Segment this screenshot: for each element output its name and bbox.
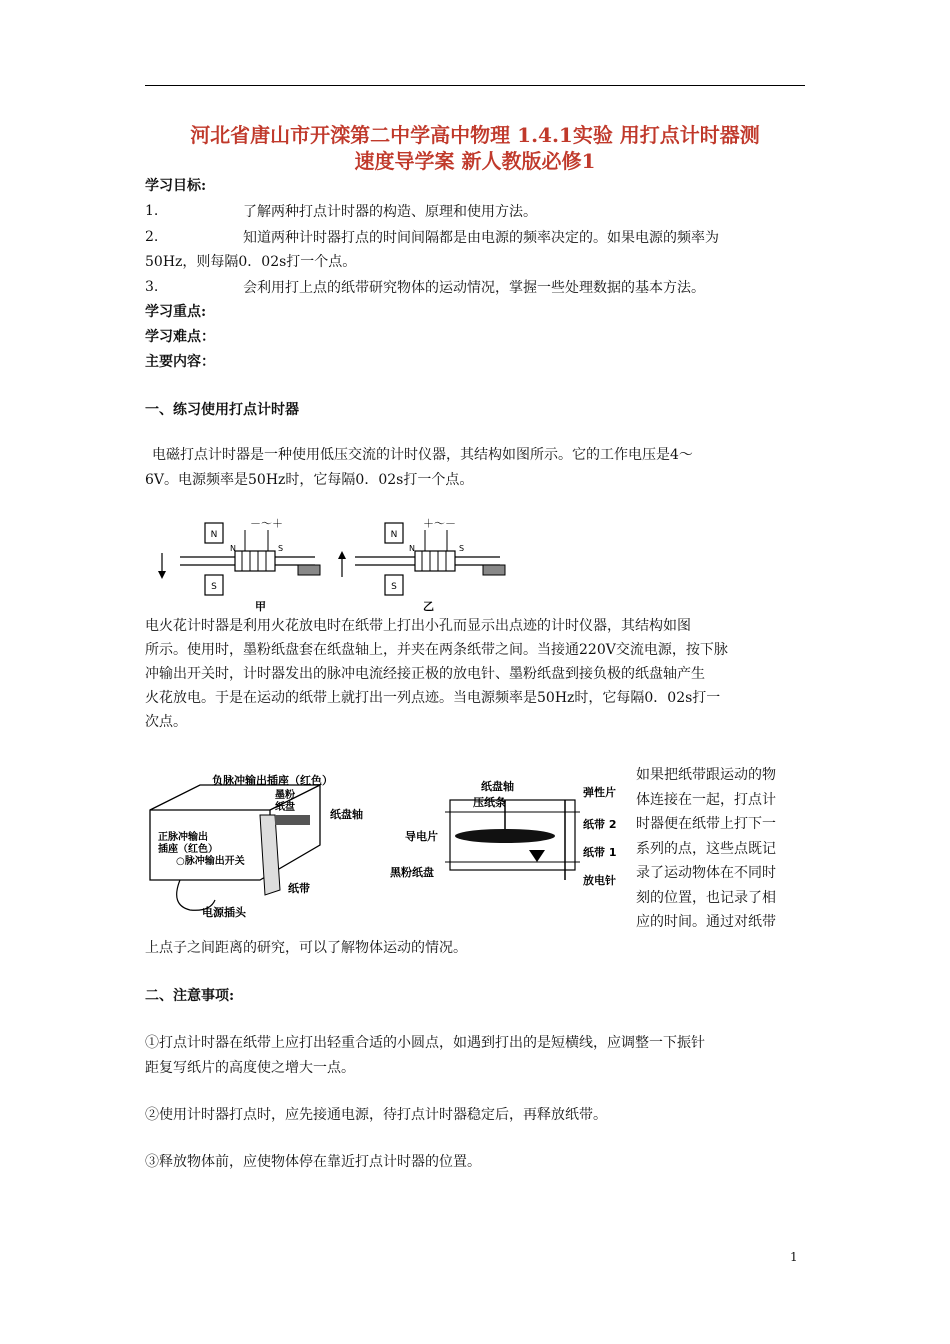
coil-n-label: N (409, 544, 415, 553)
toner-disk-label: 黑粉纸盘 (390, 866, 434, 879)
tape1-label: 纸带 1 (583, 846, 617, 859)
doc-title-line2: 速度导学案 新人教版必修1 (354, 149, 596, 173)
objectives-heading: 学习目标: (145, 178, 207, 194)
doc-title-line1: 河北省唐山市开滦第二中学高中物理 1.4.1实验 用打点计时器测 (190, 123, 760, 147)
spring-label: 弹性片 (583, 786, 616, 799)
electromagnetic-timer-figure-a (150, 515, 330, 615)
axle-label: 纸盘轴 (330, 808, 363, 821)
side-paragraph-end: 上点子之间距离的研究，可以了解物体运动的情况。 (145, 940, 467, 956)
neg-socket-label: 负脉冲输出插座（红色） (212, 774, 333, 787)
tape-label: 纸带 (288, 882, 310, 895)
section1-p2-line3: 冲输出开关时，计时器发出的脉冲电流经接正极的放电针、墨粉纸盘到接负极的纸盘轴产生 (145, 666, 705, 682)
note-1-line2: 距复写纸片的高度使之增大一点。 (145, 1060, 355, 1076)
side-line-2: 体连接在一起，打点计 (636, 791, 776, 808)
spark-timer-figure (140, 770, 380, 920)
objective-2-text: 知道两种计时器打点的时间间隔都是由电源的频率决定的。如果电源的频率为 (243, 230, 719, 246)
objective-3-text: 会利用打上点的纸带研究物体的运动情况，掌握一些处理数据的基本方法。 (243, 280, 705, 296)
toner-label-2: 纸盘 (275, 802, 295, 813)
note-2: ②使用计时器打点时，应先接通电源，待打点计时器稳定后，再释放纸带。 (145, 1107, 607, 1123)
figure-label-jia: 甲 (255, 600, 266, 613)
section1-p1-line1: 电磁打点计时器是一种使用低压交流的计时仪器，其结构如图所示。它的工作电压是4～ (152, 447, 693, 463)
objective-1-number: 1. (145, 203, 159, 219)
press-label: 压纸条 (473, 796, 506, 809)
side-line-1: 如果把纸带跟运动的物 (636, 767, 776, 783)
polarity-signs: －～＋ (250, 517, 283, 530)
objective-2-cont: 50Hz，则每隔0．02s打一个点。 (145, 254, 357, 270)
coil (415, 551, 455, 571)
side-line-3: 时器便在纸带上打下一 (636, 816, 776, 832)
section1-heading: 一、练习使用打点计时器 (145, 402, 299, 418)
pulse-switch-label: ○脉冲输出开关 (176, 856, 245, 867)
side-paragraph (636, 763, 808, 935)
note-3: ③释放物体前，应使物体停在靠近打点计时器的位置。 (145, 1154, 481, 1170)
section1-p2 (145, 614, 807, 734)
difficulty-heading: 学习难点： (145, 329, 215, 345)
power-plug-label: 电源插头 (202, 906, 246, 919)
magnet-s-label: S (211, 582, 217, 592)
spark-timer-cross-section-figure (385, 770, 630, 920)
magnet-s-label: S (391, 582, 397, 592)
side-line-7: 应的时间。通过对纸带 (636, 914, 776, 930)
polarity-signs: ＋～－ (423, 517, 456, 530)
objective-3-number: 3. (145, 279, 159, 295)
focus-heading: 学习重点: (145, 304, 207, 320)
page-number: 1 (790, 1250, 798, 1264)
side-line-4: 系列的点，这些点既记 (636, 840, 776, 857)
objective-2-number: 2. (145, 229, 159, 245)
tape-clamp (483, 565, 505, 575)
section1-p2-line4: 火花放电。于是在运动的纸带上就打出一列点迹。当电源频率是50Hz时，它每隔0．02s打一 (145, 690, 721, 706)
axle2-label: 纸盘轴 (481, 780, 514, 793)
figure-label-yi: 乙 (423, 600, 434, 613)
magnet-n-label: N (210, 530, 218, 540)
pos-socket-label-2: 插座（红色） (158, 844, 218, 855)
toner-disk (455, 829, 555, 843)
coil-s-label: S (278, 544, 284, 553)
content-heading: 主要内容： (145, 354, 215, 370)
electromagnetic-timer-figure-b (335, 515, 515, 615)
coil-n-label: N (230, 544, 236, 553)
section2-heading: 二、注意事项: (145, 988, 235, 1004)
coil-s-label: S (459, 544, 465, 553)
header-rule (145, 85, 805, 86)
side-line-6: 刻的位置，也记录了相 (636, 889, 776, 906)
objective-1-text: 了解两种打点计时器的构造、原理和使用方法。 (243, 204, 537, 220)
section1-p1-line2: 6V。电源频率是50Hz时，它每隔0．02s打一个点。 (145, 472, 474, 488)
needle-label: 放电针 (583, 874, 616, 887)
guide-label: 导电片 (405, 830, 438, 843)
pos-socket-label-1: 正脉冲输出 (158, 832, 208, 843)
toner-label-1: 墨粉 (275, 790, 295, 801)
section1-p2-line1: 电火花计时器是利用火花放电时在纸带上打出小孔而显示出点迹的计时仪器，其结构如图 (145, 618, 691, 634)
magnet-n-label: N (390, 530, 398, 540)
section1-p2-line5: 次点。 (145, 714, 187, 730)
tape-clamp (298, 565, 320, 575)
side-line-5: 录了运动物体在不同时 (636, 865, 776, 881)
tape2-label: 纸带 2 (583, 818, 617, 831)
coil (235, 551, 275, 571)
section1-p2-line2: 所示。使用时，墨粉纸盘套在纸盘轴上，并夹在两条纸带之间。当接通220V交流电源，按下脉 (145, 642, 728, 658)
note-1-line1: ①打点计时器在纸带上应打出轻重合适的小圆点，如遇到打出的是短横线，应调整一下振针 (145, 1035, 705, 1051)
